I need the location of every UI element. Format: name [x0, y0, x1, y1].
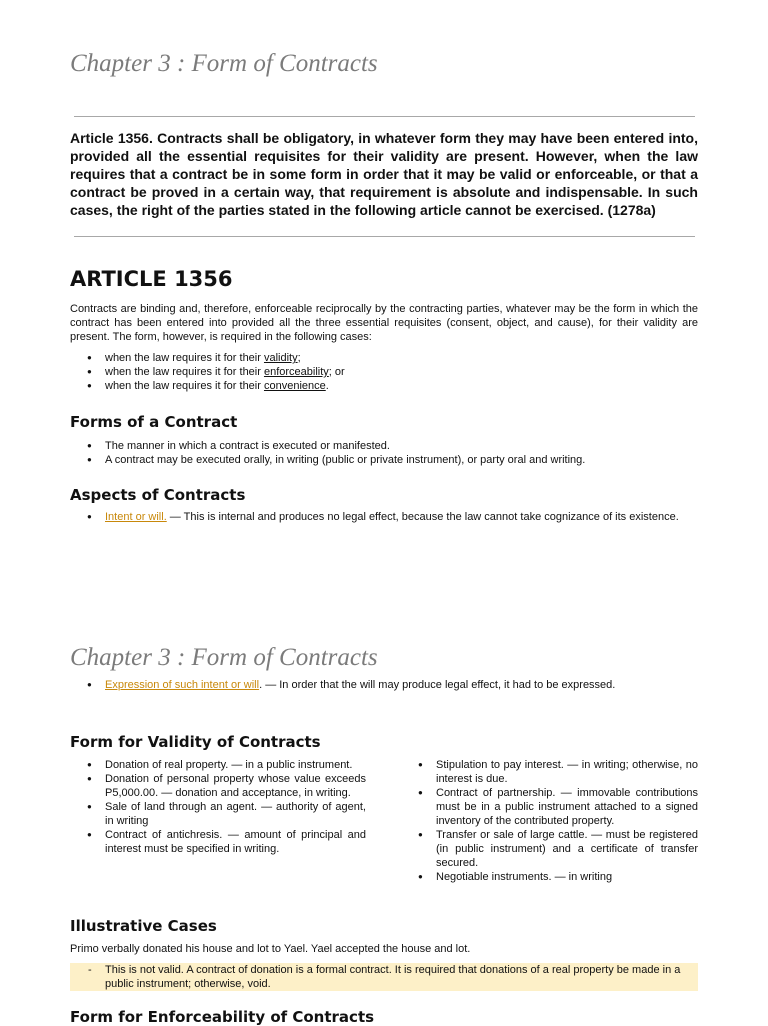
case-notes: [70, 963, 698, 991]
list-item: ● Expression of such intent or will. — In order that the will may produce legal effect, it had to be expressed.: [70, 678, 698, 692]
intent-link[interactable]: Intent or will.: [105, 511, 167, 523]
case-note: - This is not valid. A contract of donation is a formal contract. It is required that donations of a real property be made in a public instrument; otherwise, void.: [70, 963, 698, 991]
list-item: ● A contract may be executed orally, in writing (public or private instrument), or party oral and writing.: [70, 453, 698, 467]
divider-top: [74, 116, 695, 117]
list-item: ● Contract of antichresis. — amount of principal and interest must be specified in writing.: [70, 828, 366, 856]
required-cases-list: [70, 351, 698, 393]
aspects-list: [70, 510, 698, 524]
aspects-heading: Aspects of Contracts: [70, 486, 246, 504]
list-item: ● Donation of personal property whose value exceeds P5,000.00. — donation and acceptance, in writing.: [70, 772, 366, 800]
article-quote: Article 1356. Contracts shall be obligatory, in whatever form they may have been entered into, provided all the essential requisites for their validity are present. However, when the law requires that a contract be in some form in order that it may be valid or enforceable, or that a contract be proved in a certain way, that requirement is absolute and indispensable. In such cases, the right of the parties stated in the following article cannot be exercised. (1278a): [70, 130, 698, 218]
list-item: ● Donation of real property. — in a public instrument.: [70, 758, 366, 772]
chapter-title: Chapter 3 : Form of Contracts: [70, 50, 378, 77]
validity-heading: Form for Validity of Contracts: [70, 733, 321, 751]
aspects-list-continued: [70, 678, 698, 692]
chapter-title-page-2: Chapter 3 : Form of Contracts: [70, 644, 378, 671]
intro-paragraph: Contracts are binding and, therefore, enforceable reciprocally by the contracting parties, whatever may be the form in which the contract has been entered into provided all the three essential requisites (consent, object, and cause), for their validity are present. The form, however, is required in the following cases:: [70, 303, 698, 343]
validity-list-right: [401, 758, 698, 884]
forms-heading: Forms of a Contract: [70, 413, 238, 431]
list-item: ● when the law requires it for their validity;: [70, 351, 698, 365]
case-text: Primo verbally donated his house and lot to Yael. Yael accepted the house and lot.: [70, 943, 471, 955]
list-item: ● Contract of partnership. — immovable contributions must be in a public instrument attached to a signed inventory of the contributed property.: [401, 786, 698, 828]
validity-list-left: [70, 758, 366, 856]
forms-list: [70, 439, 698, 467]
list-item: ● Intent or will. — This is internal and produces no legal effect, because the law cannot take cognizance of its existence.: [70, 510, 698, 524]
list-item: ● when the law requires it for their enforceability; or: [70, 365, 698, 379]
list-item: ● Negotiable instruments. — in writing: [401, 870, 698, 884]
list-item: ● Transfer or sale of large cattle. — must be registered (in public instrument) and a certificate of transfer secured.: [401, 828, 698, 870]
cases-heading: Illustrative Cases: [70, 917, 217, 935]
expression-link[interactable]: Expression of such intent or will: [105, 679, 260, 691]
list-item: ● Sale of land through an agent. — authority of agent, in writing: [70, 800, 366, 828]
list-item: ● The manner in which a contract is executed or manifested.: [70, 439, 698, 453]
enforceability-heading: Form for Enforceability of Contracts: [70, 1008, 375, 1026]
divider-bottom: [74, 236, 695, 237]
list-item: ● when the law requires it for their convenience.: [70, 379, 698, 393]
article-heading: ARTICLE 1356: [70, 267, 233, 291]
list-item: ● Stipulation to pay interest. — in writing; otherwise, no interest is due.: [401, 758, 698, 786]
